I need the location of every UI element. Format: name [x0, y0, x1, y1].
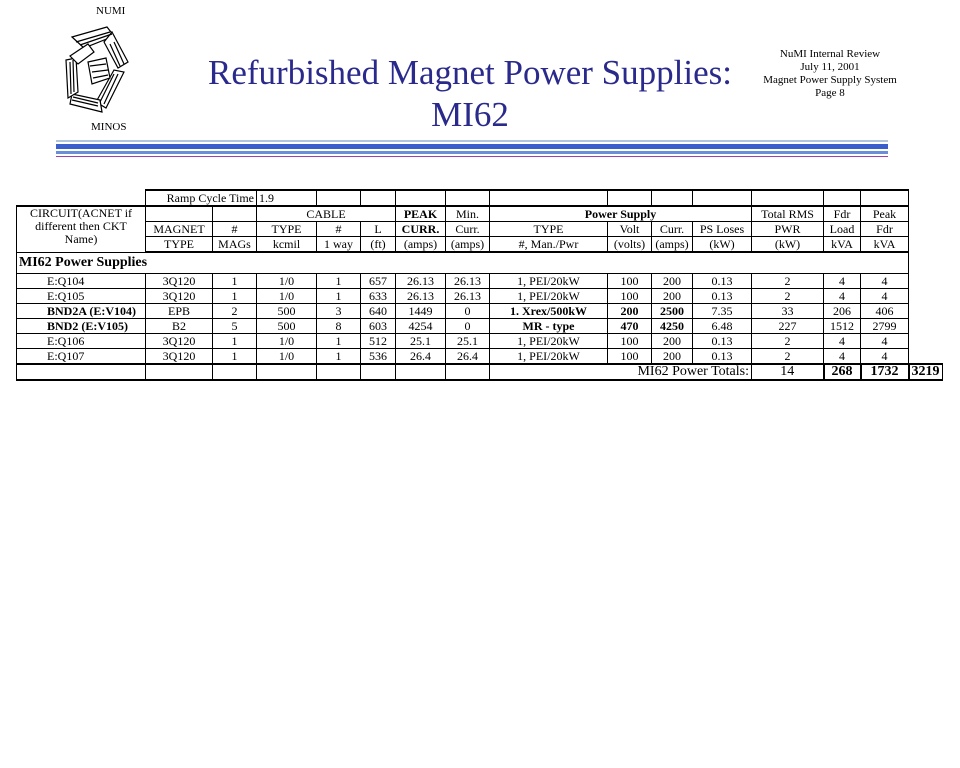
- table-row: [17, 289, 943, 304]
- total-rms-pwr-cell: 2: [752, 349, 824, 365]
- total-rms-pwr-cell: 33: [752, 304, 824, 319]
- review-page: Page 8: [815, 87, 845, 99]
- divider-line-4: [56, 156, 888, 157]
- ps-losses-cell: 0.13: [693, 334, 752, 349]
- divider-line-1: [56, 140, 888, 142]
- cable-type-cell: 1/0: [257, 274, 317, 289]
- blank-cell: [752, 190, 824, 206]
- header-row-3: [17, 237, 943, 253]
- review-system: Magnet Power Supply System: [763, 74, 897, 86]
- unit-header: (amps): [652, 237, 693, 253]
- blank-cell: [446, 190, 490, 206]
- circuit-header: CIRCUIT(ACNET if different then CKT Name): [17, 206, 146, 252]
- blank-cell: [861, 190, 909, 206]
- divider-line-2: [56, 144, 888, 149]
- table-row: [17, 274, 943, 289]
- unit-header: (volts): [608, 237, 652, 253]
- title-line-1: Refurbished Magnet Power Supplies:: [208, 53, 732, 92]
- col-header: Curr.: [446, 222, 490, 237]
- cable-count-cell: 1: [317, 289, 361, 304]
- col-header: #: [213, 222, 257, 237]
- col-header: #: [317, 222, 361, 237]
- col-header: CURR.: [396, 222, 446, 237]
- mag-count-cell: 1: [213, 274, 257, 289]
- mag-count-cell: 5: [213, 319, 257, 334]
- cable-type-cell: 1/0: [257, 334, 317, 349]
- power-supply-header: Power Supply: [490, 206, 752, 222]
- col-header: Load: [824, 222, 861, 237]
- power-supplies-table: [16, 189, 943, 381]
- totals-row: [17, 364, 943, 380]
- fdr-load-cell: 4: [824, 289, 861, 304]
- magnet-type-cell: 3Q120: [146, 289, 213, 304]
- total-rms-pwr-cell: 2: [752, 334, 824, 349]
- magnet-type-cell: 3Q120: [146, 349, 213, 365]
- unit-header: 1 way: [317, 237, 361, 253]
- fdr-load-cell: 4: [824, 349, 861, 365]
- cable-type-cell: 500: [257, 304, 317, 319]
- magnet-type-cell: 3Q120: [146, 334, 213, 349]
- blank-cell: [213, 206, 257, 222]
- total-rms-header: Total RMS: [752, 206, 824, 222]
- min-header: Min.: [446, 206, 490, 222]
- blank-cell: [490, 190, 608, 206]
- cable-count-cell: 3: [317, 304, 361, 319]
- unit-header: (ft): [361, 237, 396, 253]
- numi-logo-text: NUMI: [96, 5, 126, 17]
- col-header: TYPE: [490, 222, 608, 237]
- cable-length-cell: 603: [361, 319, 396, 334]
- ps-volts-cell: 100: [608, 334, 652, 349]
- cable-count-cell: 8: [317, 319, 361, 334]
- blank-cell: [146, 206, 213, 222]
- review-date: July 11, 2001: [800, 61, 860, 73]
- cable-length-cell: 657: [361, 274, 396, 289]
- col-header: PWR: [752, 222, 824, 237]
- col-header: MAGNET: [146, 222, 213, 237]
- ps-volts-cell: 470: [608, 319, 652, 334]
- fdr-load-cell: 4: [824, 274, 861, 289]
- cable-count-cell: 1: [317, 274, 361, 289]
- peak-fdr-header: Peak: [861, 206, 909, 222]
- header-row-1: [17, 206, 943, 222]
- blank-cell: [361, 190, 396, 206]
- ps-volts-cell: 200: [608, 304, 652, 319]
- magnet-type-cell: EPB: [146, 304, 213, 319]
- ps-type-cell: 1, PEI/20kW: [490, 274, 608, 289]
- circuit-cell: E:Q107: [17, 349, 146, 365]
- section-title: MI62 Power Supplies: [17, 252, 909, 274]
- table-row: [17, 304, 943, 319]
- circuit-cell: BND2 (E:V105): [17, 319, 146, 334]
- blank-cell: [17, 190, 146, 206]
- ramp-value: 1.9: [257, 190, 317, 206]
- unit-header: (kW): [693, 237, 752, 253]
- unit-header: #, Man./Pwr: [490, 237, 608, 253]
- title-line-2: MI62: [431, 95, 509, 134]
- ps-type-cell: 1, PEI/20kW: [490, 289, 608, 304]
- blank-cell: [17, 364, 146, 380]
- header-divider: [56, 140, 888, 159]
- ps-amps-cell: 2500: [652, 304, 693, 319]
- ps-type-cell: 1, PEI/20kW: [490, 334, 608, 349]
- numi-minos-logo-icon: [62, 22, 132, 122]
- unit-header: kVA: [861, 237, 909, 253]
- cable-length-cell: 633: [361, 289, 396, 304]
- min-current-cell: 0: [446, 304, 490, 319]
- totals-fdr: 3219: [909, 364, 943, 380]
- ps-type-cell: 1, PEI/20kW: [490, 349, 608, 365]
- cable-length-cell: 640: [361, 304, 396, 319]
- peak-fdr-cell: 406: [861, 304, 909, 319]
- blank-cell: [608, 190, 652, 206]
- cable-length-cell: 536: [361, 349, 396, 365]
- fdr-load-cell: 206: [824, 304, 861, 319]
- magnet-type-cell: 3Q120: [146, 274, 213, 289]
- mag-count-cell: 1: [213, 289, 257, 304]
- fdr-load-cell: 4: [824, 334, 861, 349]
- magnet-type-cell: B2: [146, 319, 213, 334]
- cable-count-cell: 1: [317, 334, 361, 349]
- ps-type-cell: MR - type: [490, 319, 608, 334]
- unit-header: MAGs: [213, 237, 257, 253]
- blank-cell: [317, 364, 361, 380]
- mag-count-cell: 2: [213, 304, 257, 319]
- fdr-header: Fdr: [824, 206, 861, 222]
- ramp-label: Ramp Cycle Time: [146, 190, 257, 206]
- peak-current-cell: 25.1: [396, 334, 446, 349]
- cable-type-cell: 500: [257, 319, 317, 334]
- blank-cell: [257, 364, 317, 380]
- table-row: [17, 319, 943, 334]
- page-title: [150, 52, 790, 136]
- peak-current-cell: 1449: [396, 304, 446, 319]
- divider-line-3: [56, 151, 888, 154]
- cable-type-cell: 1/0: [257, 349, 317, 365]
- unit-header: kVA: [824, 237, 861, 253]
- mag-count-cell: 1: [213, 334, 257, 349]
- totals-load: 1732: [861, 364, 909, 380]
- circuit-cell: E:Q104: [17, 274, 146, 289]
- unit-header: (kW): [752, 237, 824, 253]
- blank-cell: [361, 364, 396, 380]
- blank-cell: [396, 190, 446, 206]
- peak-current-cell: 26.13: [396, 274, 446, 289]
- ps-amps-cell: 4250: [652, 319, 693, 334]
- ps-volts-cell: 100: [608, 289, 652, 304]
- total-rms-pwr-cell: 227: [752, 319, 824, 334]
- review-name: NuMI Internal Review: [779, 48, 881, 60]
- blank-cell: [396, 364, 446, 380]
- peak-fdr-cell: 4: [861, 334, 909, 349]
- ps-amps-cell: 200: [652, 334, 693, 349]
- cable-count-cell: 1: [317, 349, 361, 365]
- ps-amps-cell: 200: [652, 274, 693, 289]
- review-info: [735, 48, 925, 100]
- peak-fdr-cell: 4: [861, 349, 909, 365]
- unit-header: TYPE: [146, 237, 213, 253]
- col-header: Fdr: [861, 222, 909, 237]
- total-rms-pwr-cell: 2: [752, 274, 824, 289]
- ps-losses-cell: 6.48: [693, 319, 752, 334]
- peak-current-cell: 4254: [396, 319, 446, 334]
- ps-volts-cell: 100: [608, 274, 652, 289]
- ps-losses-cell: 0.13: [693, 349, 752, 365]
- minos-logo-text: MINOS: [91, 121, 127, 133]
- ps-volts-cell: 100: [608, 349, 652, 365]
- fdr-load-cell: 1512: [824, 319, 861, 334]
- min-current-cell: 26.4: [446, 349, 490, 365]
- circuit-cell: BND2A (E:V104): [17, 304, 146, 319]
- blank-cell: [146, 364, 213, 380]
- blank-cell: [652, 190, 693, 206]
- table-row: [17, 349, 943, 365]
- unit-header: kcmil: [257, 237, 317, 253]
- col-header: TYPE: [257, 222, 317, 237]
- peak-current-cell: 26.4: [396, 349, 446, 365]
- circuit-cell: E:Q106: [17, 334, 146, 349]
- totals-label: MI62 Power Totals:: [490, 364, 752, 380]
- mag-count-cell: 1: [213, 349, 257, 365]
- ps-type-cell: 1. Xrex/500kW: [490, 304, 608, 319]
- blank-cell: [317, 190, 361, 206]
- circuit-cell: E:Q105: [17, 289, 146, 304]
- ps-amps-cell: 200: [652, 289, 693, 304]
- cable-header: CABLE: [257, 206, 396, 222]
- table-row: [17, 334, 943, 349]
- col-header: L: [361, 222, 396, 237]
- peak-header: PEAK: [396, 206, 446, 222]
- data-rows: [17, 274, 943, 365]
- totals-magnets: 14: [752, 364, 824, 380]
- min-current-cell: 0: [446, 319, 490, 334]
- ps-losses-cell: 0.13: [693, 274, 752, 289]
- cable-type-cell: 1/0: [257, 289, 317, 304]
- unit-header: (amps): [446, 237, 490, 253]
- section-row: [17, 252, 943, 274]
- blank-cell: [446, 364, 490, 380]
- totals-pwr: 268: [824, 364, 861, 380]
- total-rms-pwr-cell: 2: [752, 289, 824, 304]
- min-current-cell: 25.1: [446, 334, 490, 349]
- col-header: Curr.: [652, 222, 693, 237]
- blank-cell: [693, 190, 752, 206]
- min-current-cell: 26.13: [446, 289, 490, 304]
- header-row-2: [17, 222, 943, 237]
- col-header: PS Loses: [693, 222, 752, 237]
- peak-fdr-cell: 4: [861, 274, 909, 289]
- peak-fdr-cell: 4: [861, 289, 909, 304]
- unit-header: (amps): [396, 237, 446, 253]
- peak-fdr-cell: 2799: [861, 319, 909, 334]
- blank-cell: [824, 190, 861, 206]
- blank-cell: [213, 364, 257, 380]
- col-header: Volt: [608, 222, 652, 237]
- min-current-cell: 26.13: [446, 274, 490, 289]
- cable-length-cell: 512: [361, 334, 396, 349]
- peak-current-cell: 26.13: [396, 289, 446, 304]
- ps-losses-cell: 0.13: [693, 289, 752, 304]
- ps-losses-cell: 7.35: [693, 304, 752, 319]
- ramp-row: [17, 190, 943, 206]
- ps-amps-cell: 200: [652, 349, 693, 365]
